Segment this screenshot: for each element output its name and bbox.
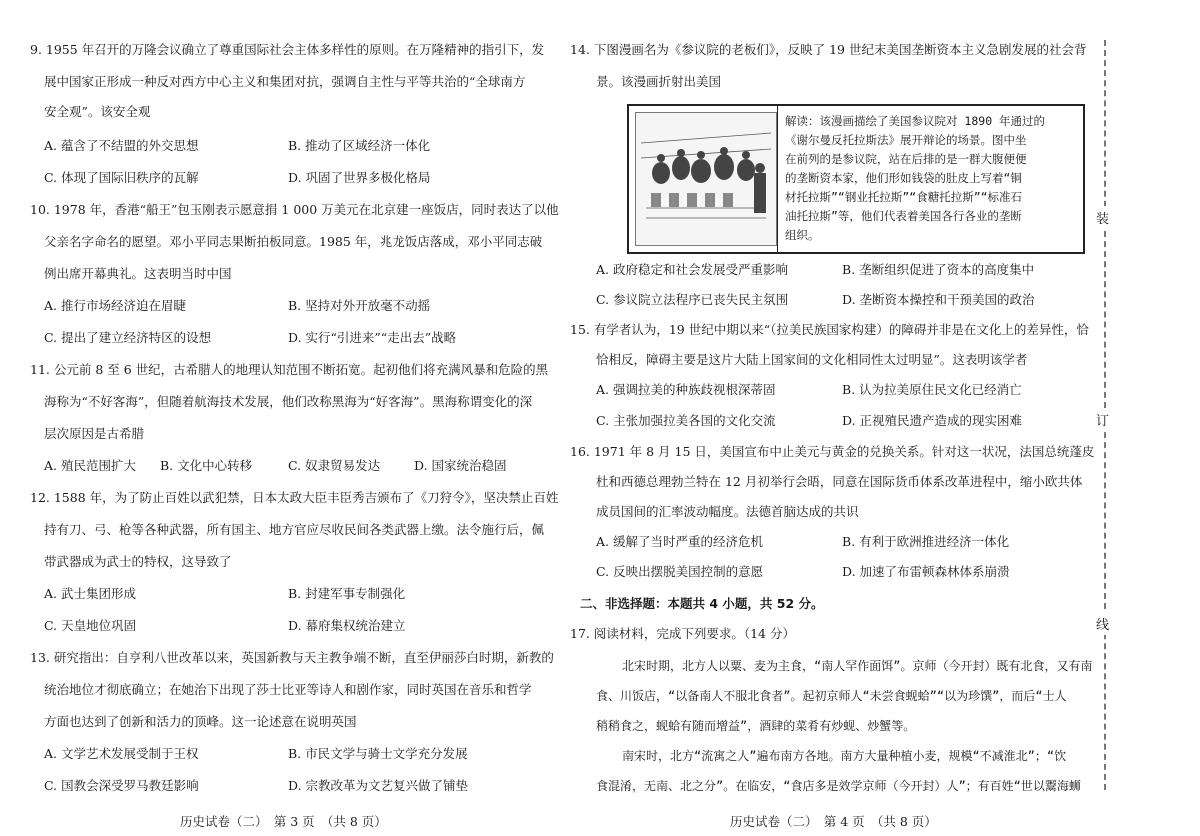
q14-option-a: A. 政府稳定和社会发展受严重影响 (596, 262, 788, 277)
q17-material-line: 食、川饭店，“以备南人不服北食者”。起初京师人“未尝食蚬蛤”“以为珍馔”，而后“士人 (596, 689, 1067, 703)
cartoon-figure (627, 104, 1085, 254)
q15-option-d: D. 正视殖民遗产造成的现实困难 (842, 413, 1023, 428)
binding-char-xian: 线 (1096, 612, 1109, 635)
q11-line-2: 海称为“不好客海”，但随着航海技术发展，他们改称黑海为“好客海”。黑海称谓变化的深 (44, 394, 533, 409)
q15-line-1: 15. 有学者认为，19 世纪中期以来“（拉美民族国家构建）的障碍并非是在文化上的差异性，恰 (570, 322, 1089, 337)
q17-stem: 17. 阅读材料，完成下列要求。（14 分） (570, 626, 795, 641)
q13-option-b: B. 市民文学与骑士文学充分发展 (288, 746, 468, 761)
cartoon-image-icon (635, 112, 777, 246)
q15-line-2: 恰相反，障碍主要是这片大陆上国家间的文化相同性太过明显”。这表明该学者 (596, 352, 1028, 367)
q14-option-c: C. 参议院立法程序已丧失民主氛围 (596, 292, 789, 307)
q13-line-3: 方面也达到了创新和活力的顶峰。这一论述意在说明英国 (44, 714, 357, 729)
q12-option-d: D. 幕府集权统治建立 (288, 618, 406, 633)
q11-option-c: C. 奴隶贸易发达 (288, 458, 381, 473)
explain-line: 油托拉斯”等，他们代表着美国各行各业的垄断 (785, 209, 1022, 223)
cartoon-explanation (785, 112, 1080, 245)
q12-option-a: A. 武士集团形成 (44, 586, 136, 601)
q13-option-c: C. 国教会深受罗马教廷影响 (44, 778, 199, 793)
explain-line: 的垄断资本家，他们形如钱袋的肚皮上写着“铜 (785, 171, 1022, 185)
q17-material-line: 稍稍食之，蚬蛤有随而增益”，酒肆的菜肴有炒蚬、炒蟹等。 (596, 719, 916, 733)
q11-option-b: B. 文化中心转移 (160, 458, 253, 473)
q10-option-b: B. 坚持对外开放毫不动摇 (288, 298, 431, 313)
explain-line: 材托拉斯”“钢业托拉斯”“食糖托拉斯”“标准石 (785, 190, 1023, 204)
section-heading: 二、非选择题：本题共 4 小题，共 52 分。 (580, 596, 824, 611)
explain-line: 《谢尔曼反托拉斯法》展开辩论的场景。图中坐 (785, 133, 1027, 147)
q12-line-1: 12. 1588 年，为了防止百姓以武犯禁，日本太政大臣丰臣秀吉颁布了《刀狩令》，坚决禁止百姓 (30, 490, 559, 505)
q17-material-line: 南宋时，北方“流寓之人”遍布南方各地。南方大量种植小麦，规模“不减淮北”；“饮 (622, 749, 1067, 763)
q16-line-2: 杜和西德总理勃兰特在 12 月初举行会晤，同意在国际货币体系改革进程中，缩小欧共体 (596, 474, 1083, 489)
q16-option-b: B. 有利于欧洲推进经济一体化 (842, 534, 1010, 549)
q12-option-b: B. 封建军事专制强化 (288, 586, 406, 601)
q15-option-c: C. 主张加强拉美各国的文化交流 (596, 413, 776, 428)
q13-line-2: 统治地位才彻底确立；在她治下出现了莎士比亚等诗人和剧作家，同时英国在音乐和哲学 (44, 682, 532, 697)
q9-line-3: 安全观”。该安全观 (44, 104, 151, 119)
q15-option-b: B. 认为拉美原住民文化已经消亡 (842, 382, 1022, 397)
q14-option-d: D. 垄断资本操控和干预美国的政治 (842, 292, 1035, 307)
q14-option-b: B. 垄断组织促进了资本的高度集中 (842, 262, 1035, 277)
q11-option-a: A. 殖民范围扩大 (44, 458, 136, 473)
q13-line-1: 13. 研究指出：自亨利八世改革以来，英国新教与天主教争端不断，直至伊丽莎白时期，新教的 (30, 650, 554, 665)
q10-option-d: D. 实行“引进来”“走出去”战略 (288, 330, 457, 345)
q11-line-1: 11. 公元前 8 至 6 世纪，古希腊人的地理认知范围不断拓宽。起初他们将充满风暴和危险的黑 (30, 362, 549, 377)
q13-option-d: D. 宗教改革为文艺复兴做了铺垫 (288, 778, 469, 793)
q14-line-1: 14. 下图漫画名为《参议院的老板们》，反映了 19 世纪末美国垄断资本主义急剧发展的社会背 (570, 42, 1087, 57)
q13-option-a: A. 文学艺术发展受制于王权 (44, 746, 199, 761)
q16-option-d: D. 加速了布雷顿森林体系崩溃 (842, 564, 1010, 579)
binding-char-zhuang: 装 (1096, 206, 1109, 229)
right-footer: 历史试卷（二） 第 4 页 （共 8 页） (730, 814, 937, 829)
cartoon-divider (777, 106, 778, 252)
q10-option-c: C. 提出了建立经济特区的设想 (44, 330, 212, 345)
q16-option-c: C. 反映出摆脱美国控制的意愿 (596, 564, 764, 579)
q12-line-2: 持有刀、弓、枪等各种武器，所有国主、地方官应尽收民间各类武器上缴。法令施行后，佩 (44, 522, 545, 537)
q11-option-d: D. 国家统治稳固 (414, 458, 507, 473)
q14-line-2: 景。该漫画折射出美国 (596, 74, 722, 89)
q15-option-a: A. 强调拉美的种族歧视根深蒂固 (596, 382, 776, 397)
binding-char-ding: 订 (1096, 408, 1109, 431)
q9-option-a: A. 蕴含了不结盟的外交思想 (44, 138, 199, 153)
explain-line: 在前列的是参议院，站在后排的是一群大腹便便 (785, 152, 1027, 166)
explain-line: 组织。 (785, 228, 820, 242)
q9-option-d: D. 巩固了世界多极化格局 (288, 170, 431, 185)
q10-line-2: 父亲名字命名的愿望。邓小平同志果断拍板同意。1985 年，兆龙饭店落成，邓小平同志破 (44, 234, 543, 249)
q16-line-1: 16. 1971 年 8 月 15 日，美国宣布中止美元与黄金的兑换关系。针对这一状况，法国总统蓬皮 (570, 444, 1095, 459)
q11-line-3: 层次原因是古希腊 (44, 426, 145, 441)
q17-material-line: 北宋时期，北方人以粟、麦为主食，“南人罕作面饵”。京师（今开封）既有北食，又有南 (622, 659, 1093, 673)
q9-line-2: 展中国家正形成一种反对西方中心主义和集团对抗，强调自主性与平等共治的“全球南方 (44, 74, 526, 89)
q16-option-a: A. 缓解了当时严重的经济危机 (596, 534, 763, 549)
q10-option-a: A. 推行市场经济迫在眉睫 (44, 298, 186, 313)
left-footer: 历史试卷（二） 第 3 页 （共 8 页） (180, 814, 387, 829)
q9-line-1: 9. 1955 年召开的万隆会议确立了尊重国际社会主体多样性的原则。在万隆精神的指引下，发 (30, 42, 545, 57)
q10-line-3: 例出席开幕典礼。这表明当时中国 (44, 266, 232, 281)
q12-line-3: 带武器成为武士的特权，这导致了 (44, 554, 232, 569)
q16-line-3: 成员国间的汇率波动幅度。法德首脑达成的共识 (596, 504, 859, 519)
q12-option-c: C. 天皇地位巩固 (44, 618, 137, 633)
q9-option-b: B. 推动了区域经济一体化 (288, 138, 431, 153)
q17-material-line: 食混淆，无南、北之分”。在临安，“食店多是效学京师（今开封）人”；有百姓“世以鬻海蛳 (596, 779, 1081, 793)
q9-option-c: C. 体现了国际旧秩序的瓦解 (44, 170, 199, 185)
explain-line: 解读：该漫画描绘了美国参议院对 1890 年通过的 (785, 114, 1046, 128)
q10-line-1: 10. 1978 年，香港“船王”包玉刚表示愿意捐 1 000 万美元在北京建一座饭店，同时表达了以他 (30, 202, 559, 217)
